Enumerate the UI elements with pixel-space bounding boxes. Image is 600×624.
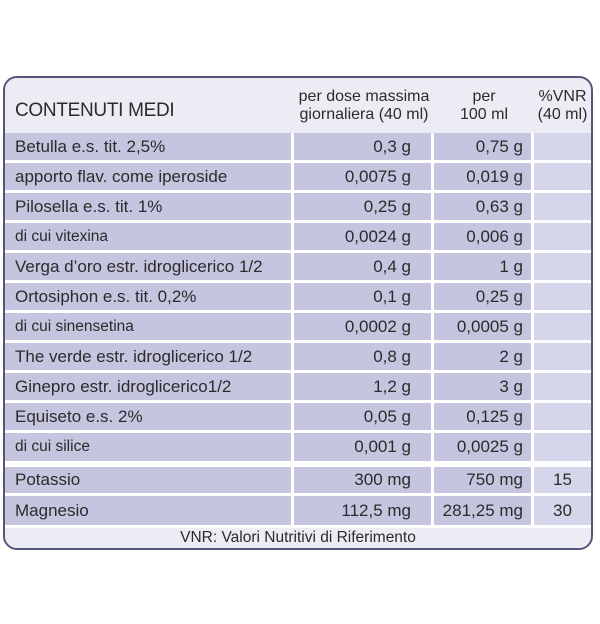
table-header xyxy=(5,78,591,133)
row-vnr: 15 xyxy=(534,467,591,493)
row-name: apporto flav. come iperoside xyxy=(5,163,294,190)
row-name: The verde estr. idroglicerico 1/2 xyxy=(5,343,294,370)
row-vnr: 30 xyxy=(534,496,591,525)
header-per-dose xyxy=(294,78,434,133)
row-name: Magnesio xyxy=(5,496,294,525)
row-dose: 112,5 mg xyxy=(294,496,434,525)
row-name: Ortosiphon e.s. tit. 0,2% xyxy=(5,283,294,310)
row-name: Potassio xyxy=(5,467,294,493)
row-per100: 0,0025 g xyxy=(434,433,534,461)
table-row xyxy=(5,283,591,313)
row-name: di cui silice xyxy=(5,433,294,461)
row-vnr xyxy=(534,403,591,430)
table-row xyxy=(5,193,591,223)
row-dose: 0,3 g xyxy=(294,133,434,160)
row-vnr xyxy=(534,133,591,160)
row-dose: 0,001 g xyxy=(294,433,434,461)
table-row xyxy=(5,467,591,496)
row-dose: 0,8 g xyxy=(294,343,434,370)
row-per100: 0,75 g xyxy=(434,133,534,160)
row-name: Ginepro estr. idroglicerico1/2 xyxy=(5,373,294,400)
row-name: Pilosella e.s. tit. 1% xyxy=(5,193,294,220)
row-per100: 1 g xyxy=(434,253,534,280)
row-name: di cui vitexina xyxy=(5,223,294,250)
row-dose: 0,4 g xyxy=(294,253,434,280)
row-per100: 0,25 g xyxy=(434,283,534,310)
row-dose: 0,0002 g xyxy=(294,313,434,340)
table-row xyxy=(5,403,591,433)
row-name: Betulla e.s. tit. 2,5% xyxy=(5,133,294,160)
table-row xyxy=(5,433,591,461)
nutrition-table xyxy=(3,76,593,550)
row-dose: 300 mg xyxy=(294,467,434,493)
table-row xyxy=(5,373,591,403)
header-vnr xyxy=(534,78,591,133)
row-vnr xyxy=(534,373,591,400)
header-per-100ml-line2: 100 ml xyxy=(459,105,509,123)
table-row xyxy=(5,163,591,193)
table-row xyxy=(5,223,591,253)
row-vnr xyxy=(534,223,591,250)
table-row xyxy=(5,496,591,525)
table-row xyxy=(5,133,591,163)
header-per-dose-line2: giornaliera (40 ml) xyxy=(299,105,429,123)
header-vnr-line1: %VNR xyxy=(538,87,587,105)
table-row xyxy=(5,313,591,343)
row-vnr xyxy=(534,313,591,340)
row-dose: 0,25 g xyxy=(294,193,434,220)
row-per100: 0,006 g xyxy=(434,223,534,250)
row-per100: 0,0005 g xyxy=(434,313,534,340)
header-vnr-line2: (40 ml) xyxy=(537,105,588,123)
row-name: di cui sinensetina xyxy=(5,313,294,340)
header-per-100ml-line1: per xyxy=(472,87,496,105)
header-per-100ml xyxy=(434,78,534,133)
row-per100: 3 g xyxy=(434,373,534,400)
row-per100: 281,25 mg xyxy=(434,496,534,525)
row-dose: 0,1 g xyxy=(294,283,434,310)
row-per100: 0,019 g xyxy=(434,163,534,190)
footnote: VNR: Valori Nutritivi di Riferimento xyxy=(5,528,591,548)
row-vnr xyxy=(534,343,591,370)
row-vnr xyxy=(534,283,591,310)
row-vnr xyxy=(534,163,591,190)
table-row xyxy=(5,253,591,283)
row-dose: 0,0075 g xyxy=(294,163,434,190)
row-per100: 0,125 g xyxy=(434,403,534,430)
row-vnr xyxy=(534,193,591,220)
row-name: Verga d’oro estr. idroglicerico 1/2 xyxy=(5,253,294,280)
row-dose: 0,05 g xyxy=(294,403,434,430)
row-per100: 0,63 g xyxy=(434,193,534,220)
row-name: Equiseto e.s. 2% xyxy=(5,403,294,430)
table-row xyxy=(5,343,591,373)
row-vnr xyxy=(534,253,591,280)
header-per-dose-line1: per dose massima xyxy=(298,87,430,105)
row-vnr xyxy=(534,433,591,461)
row-dose: 0,0024 g xyxy=(294,223,434,250)
row-dose: 1,2 g xyxy=(294,373,434,400)
row-per100: 750 mg xyxy=(434,467,534,493)
row-per100: 2 g xyxy=(434,343,534,370)
header-contenuti-medi: CONTENUTI MEDI xyxy=(5,78,294,133)
